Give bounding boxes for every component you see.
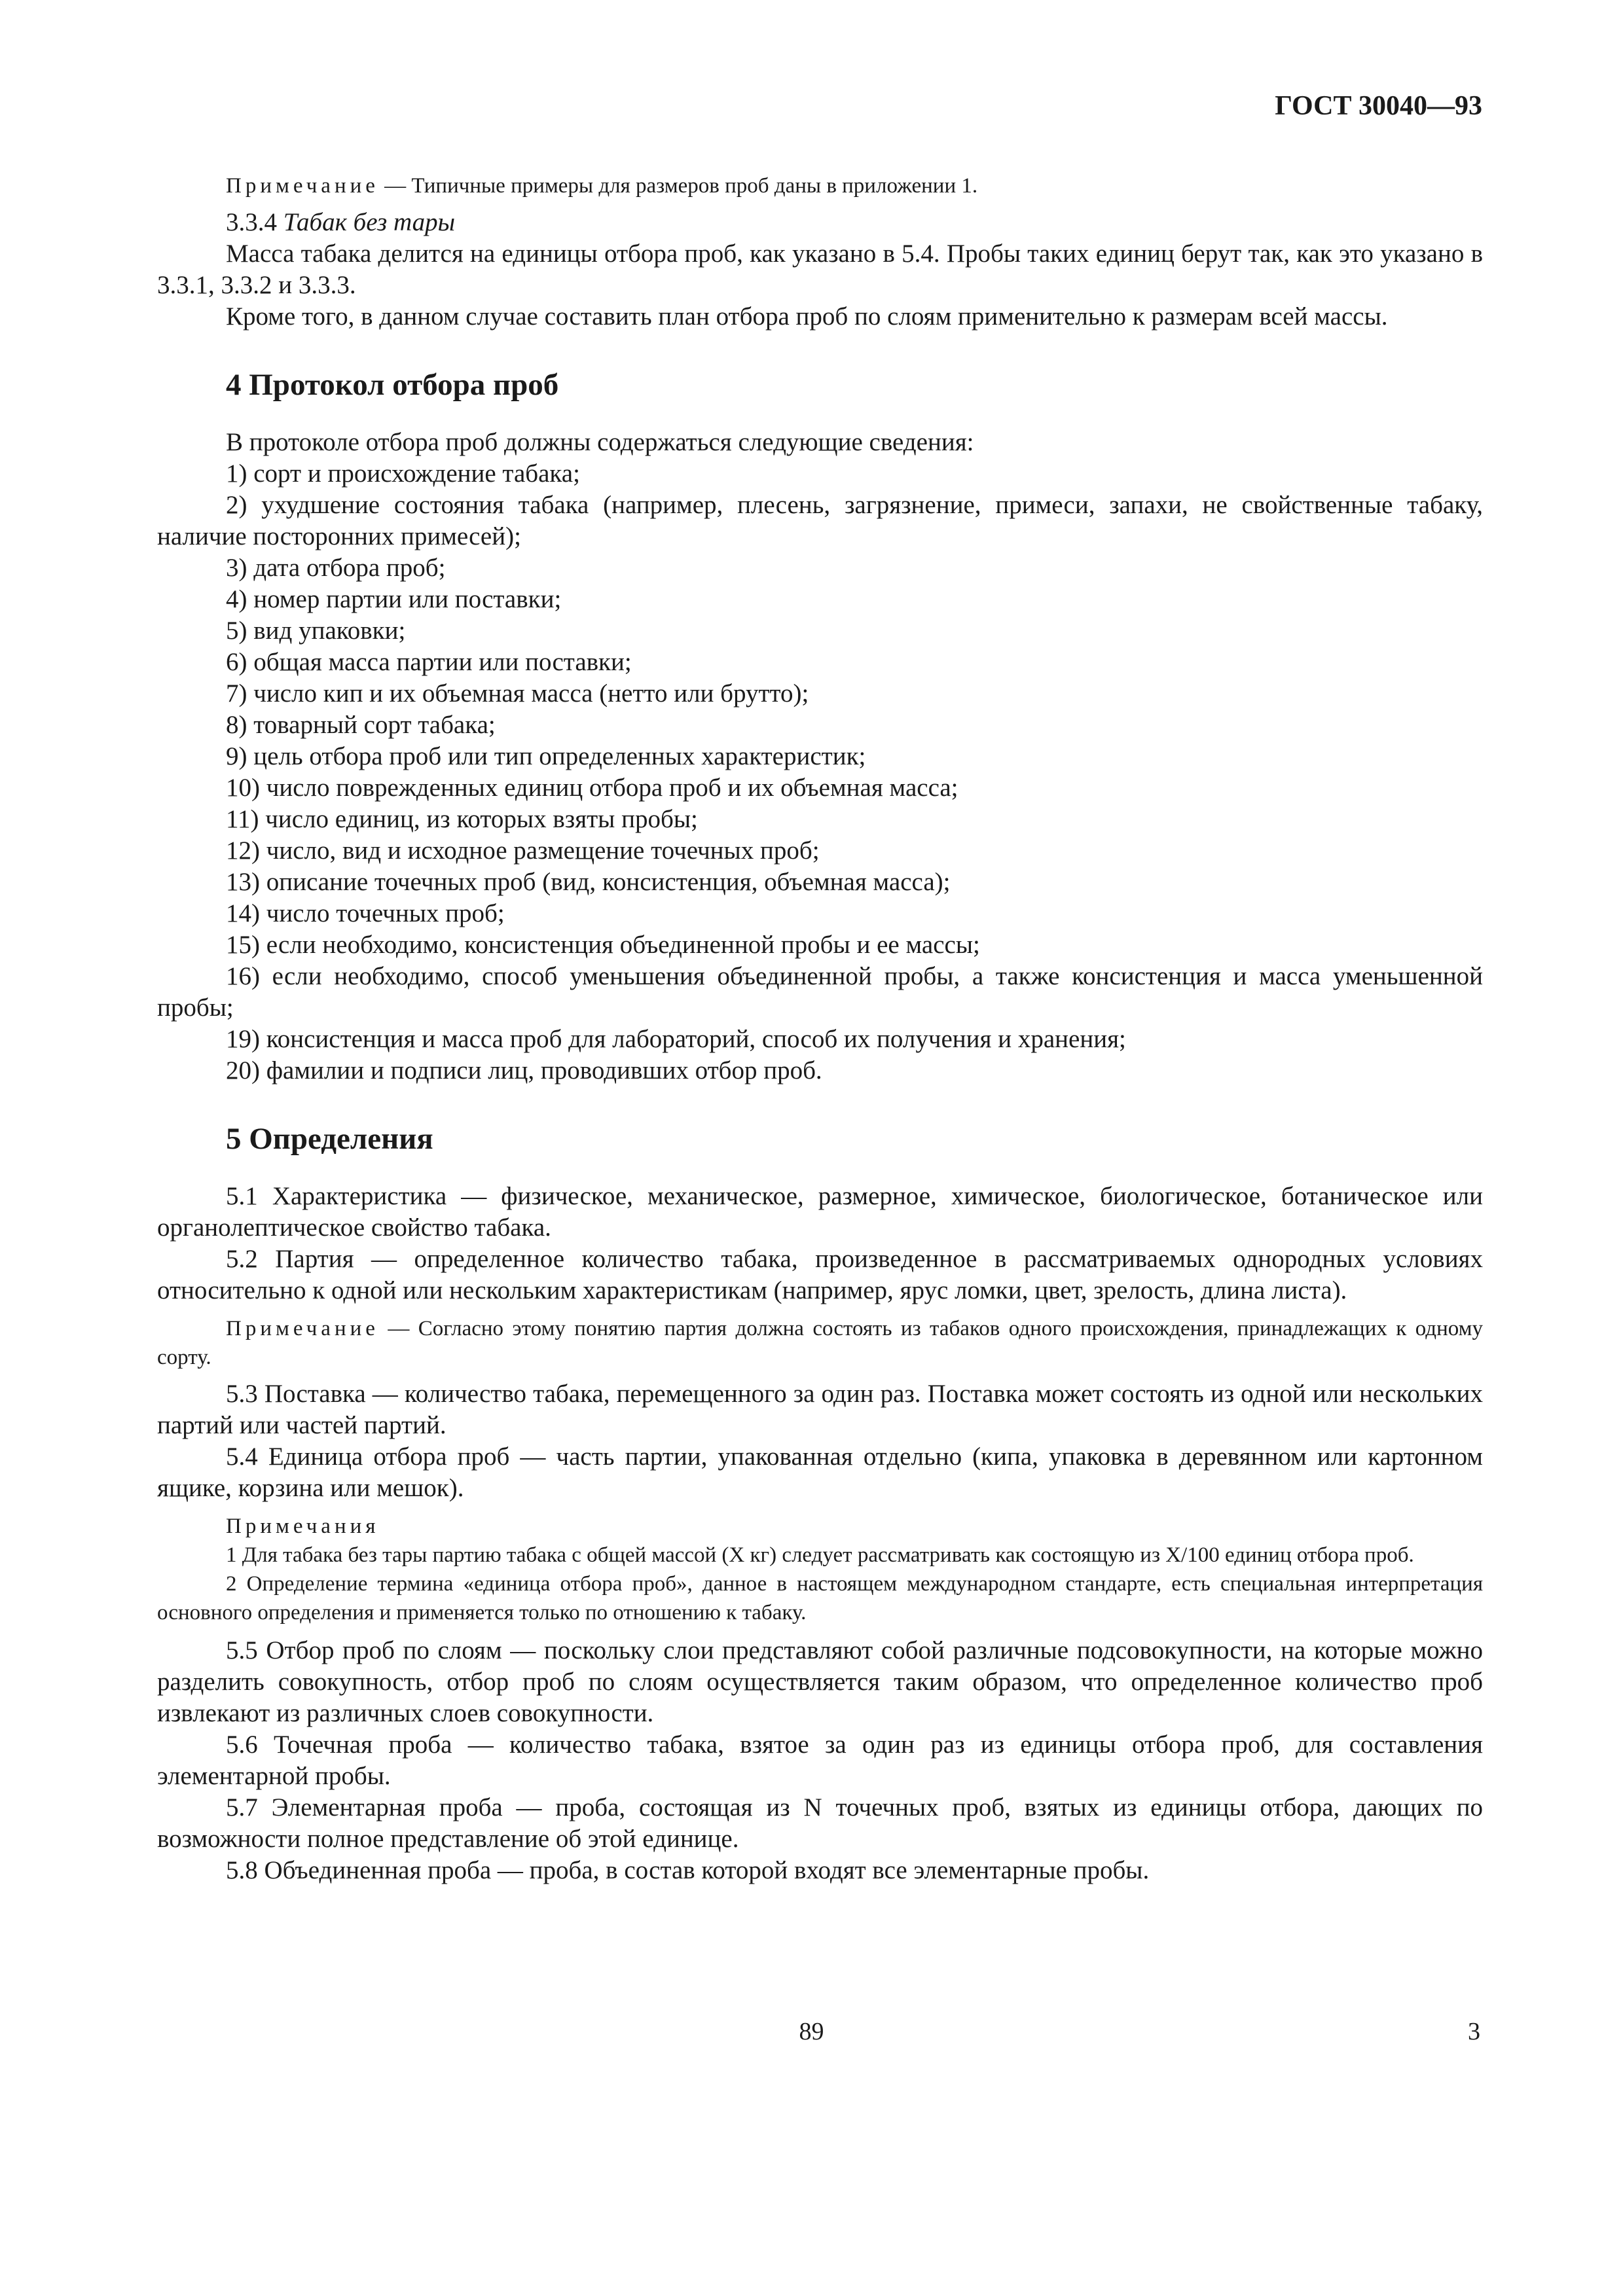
document-body — [157, 171, 1483, 1886]
list-item: 11) число единиц, из которых взяты пробы; — [226, 805, 698, 833]
note-label: Примечание — [226, 174, 379, 198]
list-item: 12) число, вид и исходное размещение точечных проб; — [226, 836, 820, 865]
page-number-center: 89 — [799, 2018, 824, 2045]
definition-5-5: 5.5 Отбор проб по слоям — поскольку слои представляют собой различные подсовокупности, на которые можно разделить совокупность, отбор проб по слоям осуществляется таким образом, что определенное количество проб извлекают из различных слоев совокупности. — [157, 1636, 1483, 1727]
list-item: 8) товарный сорт табака; — [226, 711, 496, 739]
list-item: 13) описание точечных проб (вид, консистенция, объемная масса); — [226, 868, 951, 896]
note-5-4-1: 1 Для табака без тары партию табака с общей массой (X кг) следует рассматривать как состоящую из X/100 единиц отбора проб. — [226, 1543, 1414, 1567]
list-item: 1) сорт и происхождение табака; — [226, 459, 580, 488]
list-item: 14) число точечных проб; — [226, 899, 505, 927]
definition-5-4: 5.4 Единица отбора проб — часть партии, упакованная отдельно (кипа, упаковка в деревянном или картонном ящике, корзина или мешок). — [157, 1443, 1483, 1502]
subsection-number: 3.3.4 — [226, 208, 277, 236]
list-item: 20) фамилии и подписи лиц, проводивших отбор проб. — [226, 1056, 822, 1085]
subsection-3-3-4-heading — [157, 207, 1483, 238]
section-4-heading: 4 Протокол отбора проб — [226, 368, 559, 402]
definition-5-3: 5.3 Поставка — количество табака, перемещенного за один раз. Поставка может состоять из одной или нескольких партий или частей партий. — [157, 1380, 1483, 1439]
list-item: 5) вид упаковки; — [226, 617, 406, 645]
note-5-2 — [157, 1314, 1483, 1372]
note-text: — Согласно этому понятию партия должна состоять из табаков одного происхождения, принадлежащих к одному сорту. — [157, 1317, 1483, 1369]
section-4-intro: В протоколе отбора проб должны содержаться следующие сведения: — [226, 428, 974, 456]
definition-5-1: 5.1 Характеристика — физическое, механическое, размерное, химическое, биологическое, ботаническое или органолептическое свойство табака. — [157, 1182, 1483, 1242]
note-5-4-2: 2 Определение термина «единица отбора проб», данное в настоящем международном стандарте, есть специальная интерпретация основного определения и применяется только по отношению к табаку. — [157, 1572, 1483, 1624]
list-item: 15) если необходимо, консистенция объединенной пробы и ее массы; — [226, 931, 980, 959]
document-code-header: ГОСТ 30040—93 — [1275, 91, 1482, 121]
list-item: 7) число кип и их объемная масса (нетто или брутто); — [226, 679, 809, 708]
notes-label: Примечания — [226, 1515, 380, 1538]
definition-5-6: 5.6 Точечная проба — количество табака, взятое за один раз из единицы отбора проб, для составления элементарной пробы. — [157, 1731, 1483, 1790]
note-text: — Типичные примеры для размеров проб даны в приложении 1. — [378, 174, 978, 198]
page-number-right: 3 — [1468, 2018, 1480, 2045]
list-item: 10) число поврежденных единиц отбора проб и их объемная масса; — [226, 774, 958, 802]
definition-5-2: 5.2 Партия — определенное количество табака, произведенное в рассматриваемых однородных условиях относительно к одной или нескольким характеристикам (например, ярус ломки, цвет, зрелость, длина листа). — [157, 1245, 1483, 1304]
paragraph-3-3-4-1: Масса табака делится на единицы отбора проб, как указано в 5.4. Пробы таких единиц берут так, как это указано в 3.3.1, 3.3.2 и 3.3.3. — [157, 240, 1483, 299]
list-item: 9) цель отбора проб или тип определенных характеристик; — [226, 742, 866, 770]
list-item: 19) консистенция и масса проб для лабораторий, способ их получения и хранения; — [226, 1025, 1126, 1053]
list-item: 3) дата отбора проб; — [226, 554, 446, 582]
paragraph-3-3-4-2: Кроме того, в данном случае составить план отбора проб по слоям применительно к размерам всей массы. — [226, 302, 1388, 331]
subsection-title: Табак без тары — [283, 208, 456, 236]
definition-5-7: 5.7 Элементарная проба — проба, состоящая из N точечных проб, взятых из единицы отбора, дающих по возможности полное представление об этой единице. — [157, 1793, 1483, 1853]
protocol-items-list — [157, 458, 1483, 1086]
note-label: Примечание — [226, 1317, 379, 1340]
list-item: 6) общая масса партии или поставки; — [226, 648, 632, 676]
notes-5-4-label — [157, 1512, 1483, 1541]
list-item: 2) ухудшение состояния табака (например, плесень, загрязнение, примеси, запахи, не свойственные табаку, наличие посторонних примесей); — [157, 491, 1483, 550]
list-item: 4) номер партии или поставки; — [226, 585, 562, 613]
definition-5-8: 5.8 Объединенная проба — проба, в состав которой входят все элементарные пробы. — [226, 1856, 1150, 1884]
note-sample-sizes — [157, 171, 1483, 200]
section-5-heading: 5 Определения — [226, 1122, 433, 1156]
list-item: 16) если необходимо, способ уменьшения объединенной пробы, а также консистенция и масса уменьшенной пробы; — [157, 962, 1483, 1022]
